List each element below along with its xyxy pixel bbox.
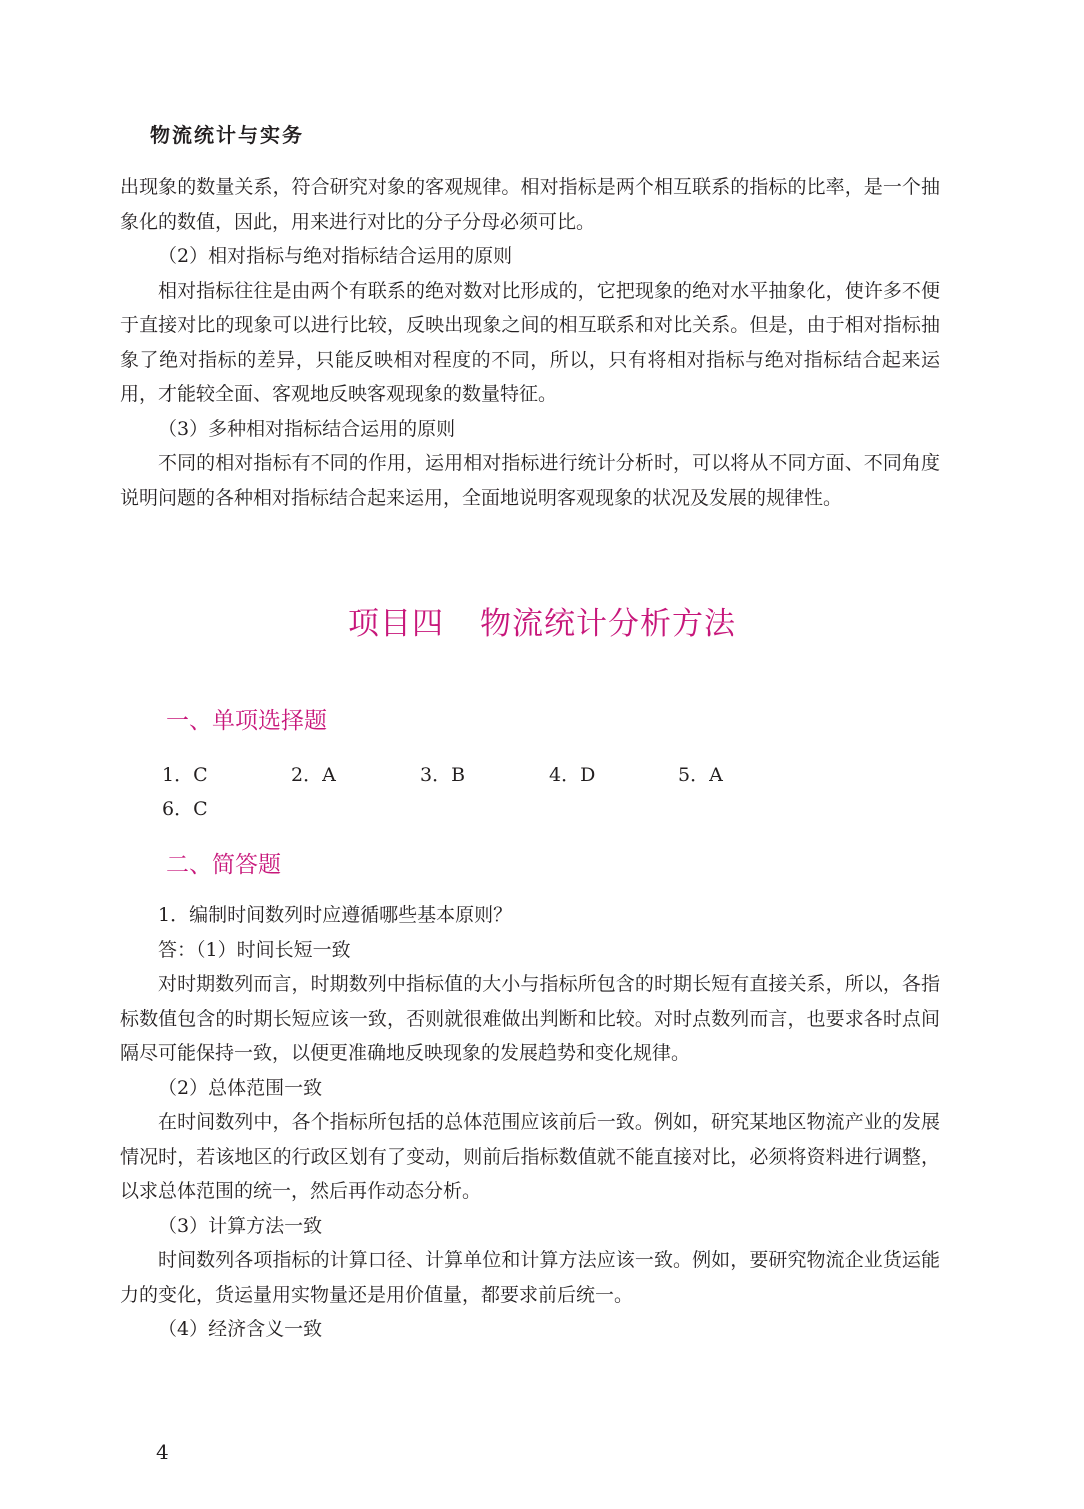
answer-item: 5．A: [678, 763, 723, 786]
answer-subheading: （3）计算方法一致: [158, 1214, 323, 1237]
intro-paragraph: 出现象的数量关系，符合研究对象的客观规律。相对指标是两个相互联系的指标的比率，是一个抽象化的数值，因此，用来进行对比的分子分母必须可比。: [120, 176, 940, 233]
intro-paragraph: 不同的相对指标有不同的作用，运用相对指标进行统计分析时，可以将从不同方面、不同角度说明问题的各种相对指标结合起来运用，全面地说明客观现象的状况及发展的规律性。: [120, 452, 940, 509]
running-header: 物流统计与实务: [150, 123, 304, 147]
project-title: [0, 598, 1084, 643]
answer-subheading: （2）总体范围一致: [158, 1076, 323, 1099]
answer-row: [162, 756, 862, 790]
page-number: 4: [156, 1440, 169, 1464]
intro-text: [120, 170, 940, 515]
intro-subheading: （2）相对指标与绝对指标结合运用的原则: [158, 245, 513, 267]
answer-item: 2．A: [291, 763, 336, 786]
question-text: 1．编制时间数列时应遵循哪些基本原则？: [158, 904, 513, 926]
section-heading-short-answer: 二、简答题: [166, 852, 281, 878]
section-heading-choice: 一、单项选择题: [166, 708, 327, 734]
intro-subheading: （3）多种相对指标结合运用的原则: [158, 417, 456, 440]
project-name: 物流统计分析方法: [480, 606, 736, 642]
answer-paragraph: 在时间数列中，各个指标所包括的总体范围应该前后一致。例如，研究某地区物流产业的发展情况时，若该地区的行政区划有了变动，则前后指标数值就不能直接对比，必须将资料进行调整，以求总体范围的统一，然后再作动态分析。: [120, 1111, 940, 1202]
answer-item: 3．B: [420, 763, 466, 786]
answer-row: [162, 790, 862, 824]
answer-subheading: 答：（1）时间长短一致: [158, 938, 351, 961]
answer-item: 6．C: [162, 797, 208, 820]
answer-subheading: （4）经济含义一致: [158, 1318, 323, 1340]
answer-item: 1．C: [162, 763, 208, 786]
intro-paragraph: 相对指标往往是由两个有联系的绝对数对比形成的，它把现象的绝对水平抽象化，使许多不便于直接对比的现象可以进行比较，反映出现象之间的相互联系和对比关系。但是，由于相对指标抽象了绝对指标的差异，只能反映相对程度的不同，所以，只有将相对指标与绝对指标结合起来运用，才能较全面、客观地反映客观现象的数量特征。: [120, 279, 940, 405]
short-answer-text: [120, 898, 940, 1347]
answer-paragraph: 时间数列各项指标的计算口径、计算单位和计算方法应该一致。例如，要研究物流企业货运能力的变化，货运量用实物量还是用价值量，都要求前后统一。: [120, 1249, 940, 1306]
answer-item: 4．D: [549, 763, 596, 786]
answer-paragraph: 对时期数列而言，时期数列中指标值的大小与指标所包含的时期长短有直接关系，所以，各指标数值包含的时期长短应该一致，否则就很难做出判断和比较。对时点数列而言，也要求各时点间隔尽可能保持一致，以便更准确地反映现象的发展趋势和变化规律。: [120, 973, 940, 1064]
project-label: 项目四: [348, 606, 444, 642]
answer-list: [162, 756, 862, 824]
